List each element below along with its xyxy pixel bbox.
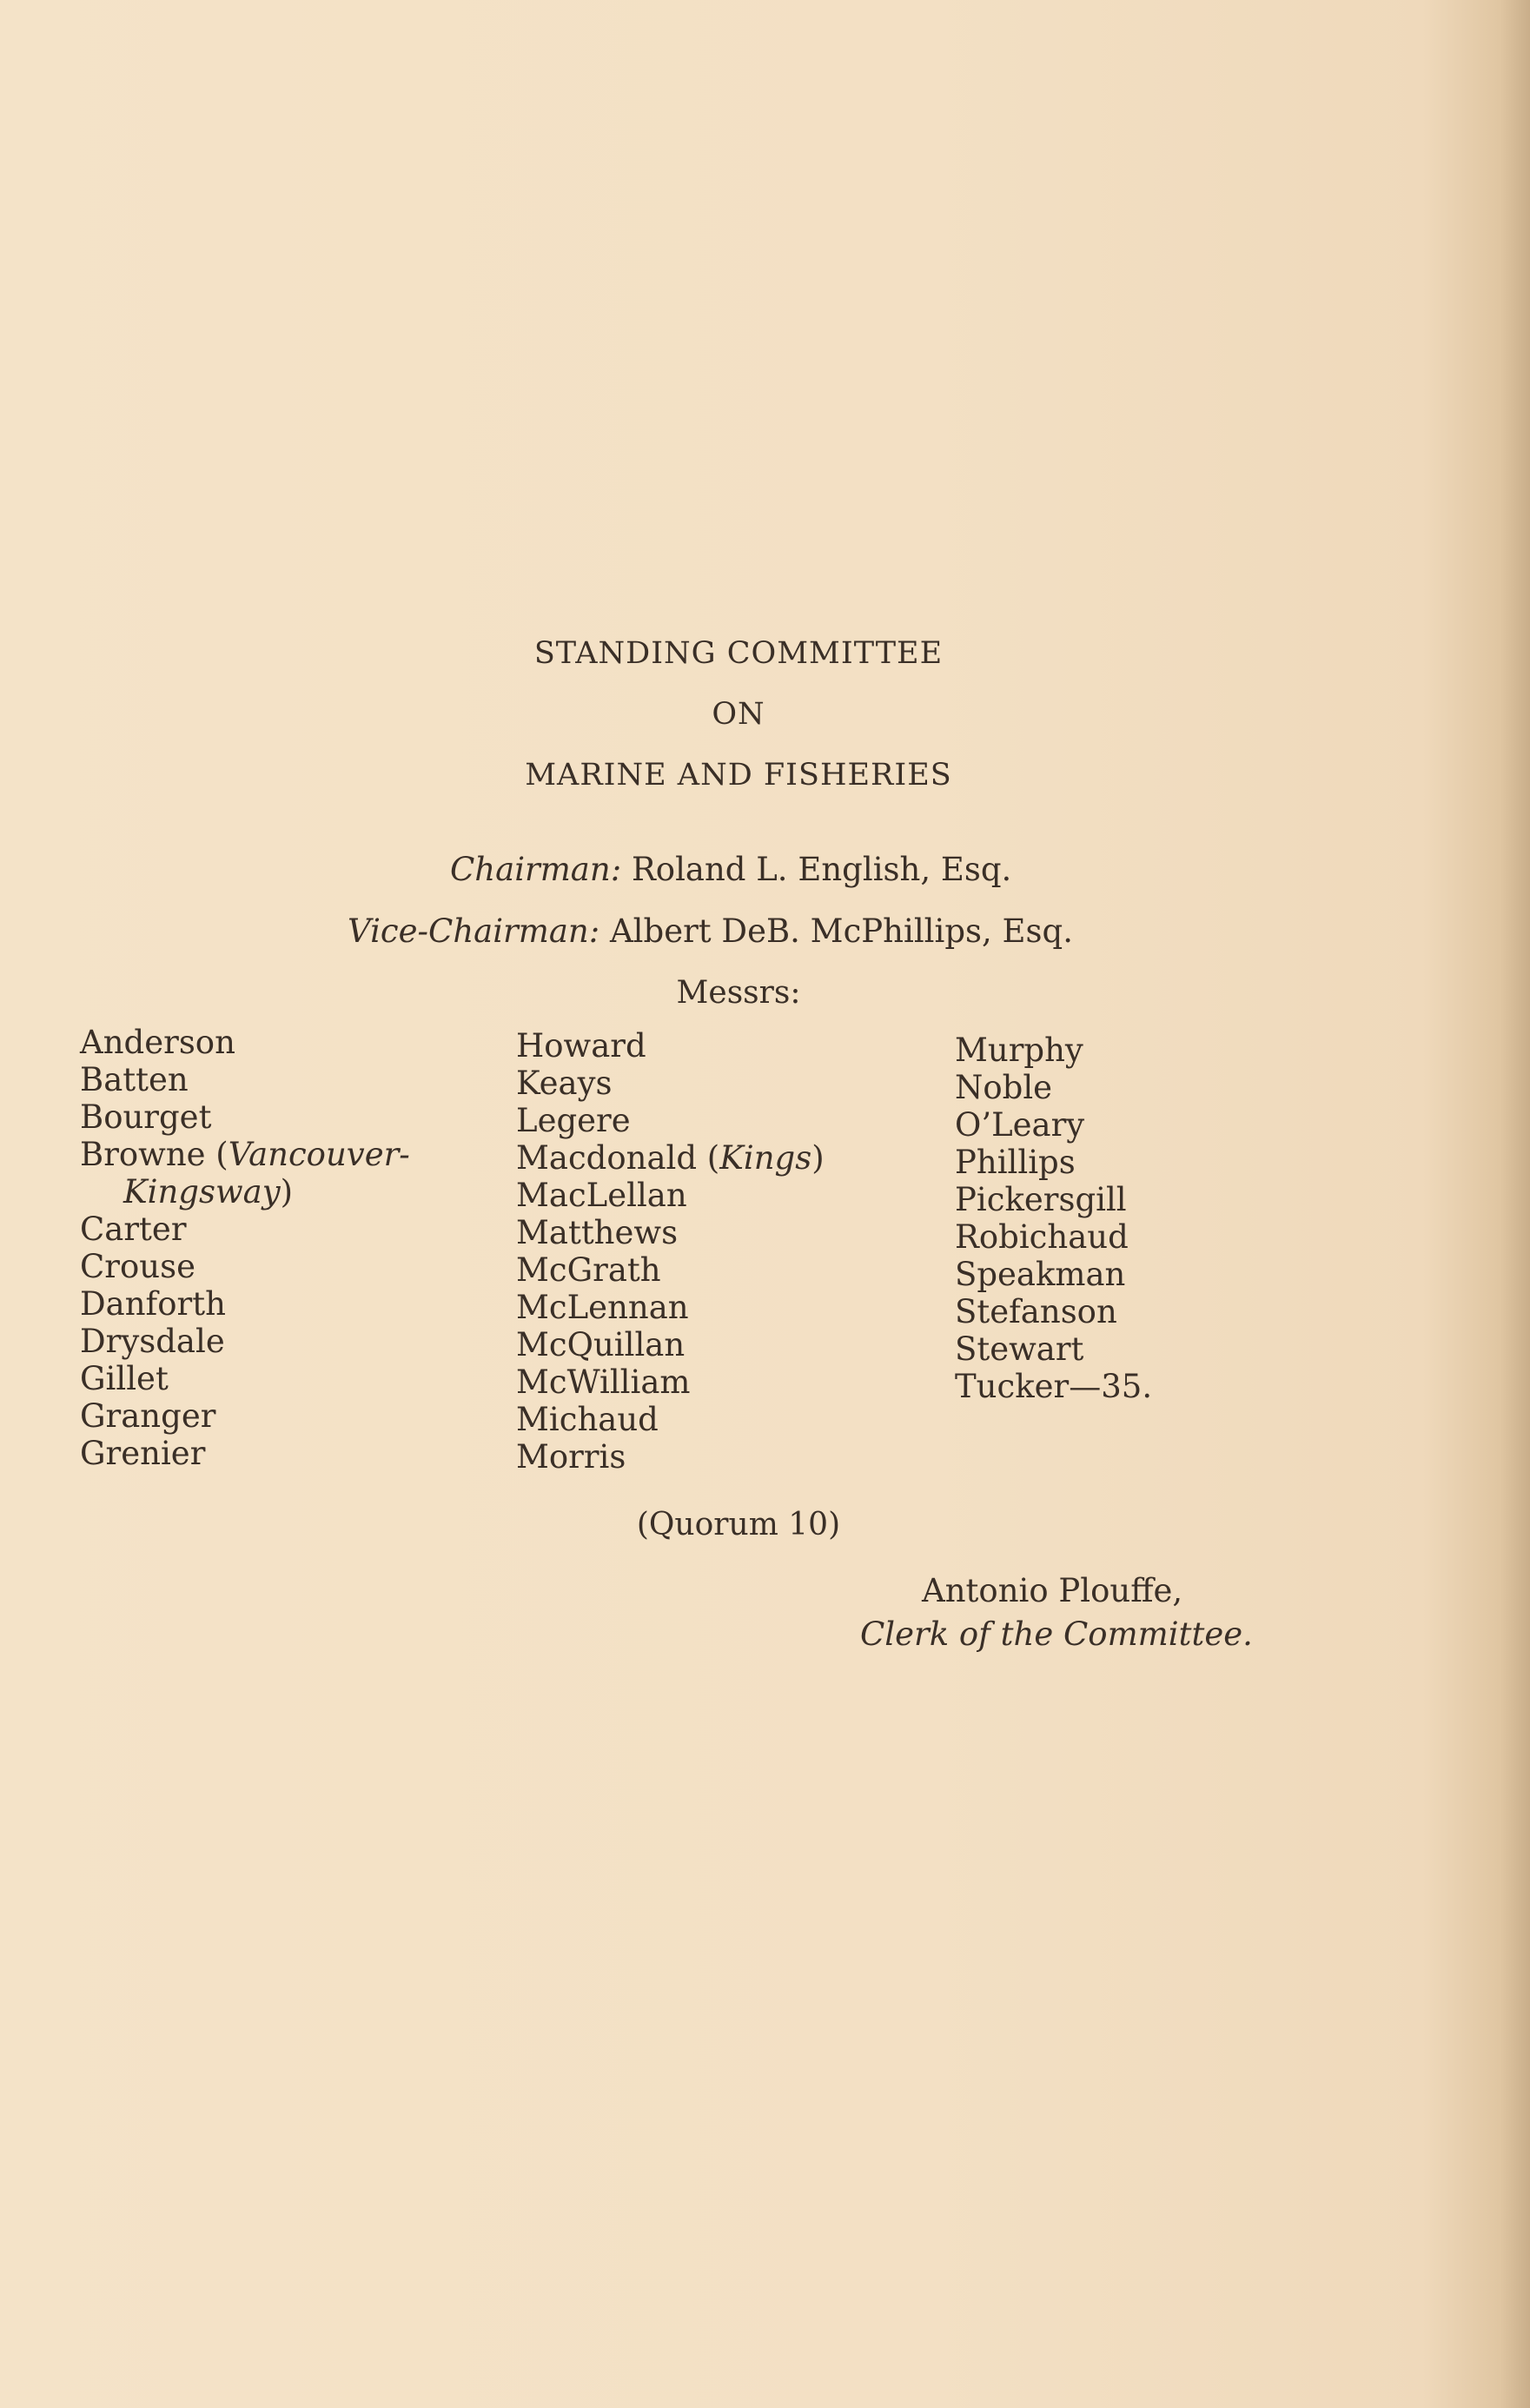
member-name: Anderson <box>80 1024 235 1061</box>
chairman-name: Roland L. English, Esq. <box>631 851 1012 888</box>
members-column-3 <box>955 1032 1152 1405</box>
messrs-label: Messrs: <box>676 975 801 1011</box>
member-name: Crouse <box>80 1248 195 1285</box>
member-name <box>80 1136 410 1173</box>
member-name: O’Leary <box>955 1106 1085 1144</box>
member-riding: Kingsway <box>123 1173 281 1211</box>
member-name: Phillips <box>955 1144 1076 1181</box>
vice-chairman-name: Albert DeB. McPhillips, Esq. <box>609 912 1073 950</box>
chairman-line <box>450 853 1011 886</box>
member-name: McLennan <box>516 1289 689 1326</box>
member-riding: Vancouver- <box>228 1136 410 1173</box>
member-name-part: Browne ( <box>80 1136 229 1173</box>
member-name: Michaud <box>516 1401 659 1438</box>
vice-chairman-role: Vice-Chairman: <box>348 912 600 950</box>
member-name: McGrath <box>516 1251 661 1289</box>
member-name: Granger <box>80 1397 216 1435</box>
members-column-1 <box>80 1024 410 1472</box>
member-name: Robichaud <box>955 1218 1129 1256</box>
member-name: Danforth <box>80 1285 226 1323</box>
member-name: Keays <box>516 1065 613 1102</box>
member-name: Legere <box>516 1102 631 1139</box>
member-name: Murphy <box>955 1032 1083 1069</box>
member-name: Pickersgill <box>955 1181 1127 1218</box>
member-riding: Kings <box>719 1139 812 1177</box>
clerk-name: Antonio Plouffe, <box>922 1572 1183 1609</box>
members-column-2 <box>516 1027 825 1476</box>
vice-chairman-line <box>348 912 1073 950</box>
member-name: McQuillan <box>516 1326 686 1363</box>
member-name: Matthews <box>516 1214 679 1251</box>
member-name: Stefanson <box>955 1293 1117 1330</box>
member-name: Carter <box>80 1211 187 1248</box>
member-name: Bourget <box>80 1098 212 1136</box>
member-name: Noble <box>955 1069 1053 1106</box>
member-name: Batten <box>80 1061 189 1098</box>
heading-standing-committee: STANDING COMMITTEE <box>533 636 944 671</box>
member-name: Morris <box>516 1438 626 1476</box>
quorum-note: (Quorum 10) <box>636 1507 841 1542</box>
member-name <box>516 1139 825 1177</box>
member-name-part: ) <box>811 1139 825 1177</box>
heading-on: ON <box>712 697 765 732</box>
member-name: Speakman <box>955 1256 1126 1293</box>
member-name: Howard <box>516 1027 646 1065</box>
member-riding-continued <box>80 1173 410 1211</box>
member-name: Drysdale <box>80 1323 225 1360</box>
member-name-part: Macdonald ( <box>516 1139 720 1177</box>
member-name: Stewart <box>955 1330 1084 1368</box>
member-name-part: ) <box>280 1173 294 1211</box>
member-name: McWilliam <box>516 1363 691 1401</box>
member-name: Tucker—35. <box>955 1368 1153 1405</box>
chairman-role: Chairman: <box>450 851 622 888</box>
member-name: Gillet <box>80 1360 169 1397</box>
clerk-title: Clerk of the Committee. <box>860 1615 1253 1653</box>
member-name: MacLellan <box>516 1177 687 1214</box>
member-name: Grenier <box>80 1435 206 1472</box>
heading-marine-and-fisheries: MARINE AND FISHERIES <box>525 758 952 793</box>
